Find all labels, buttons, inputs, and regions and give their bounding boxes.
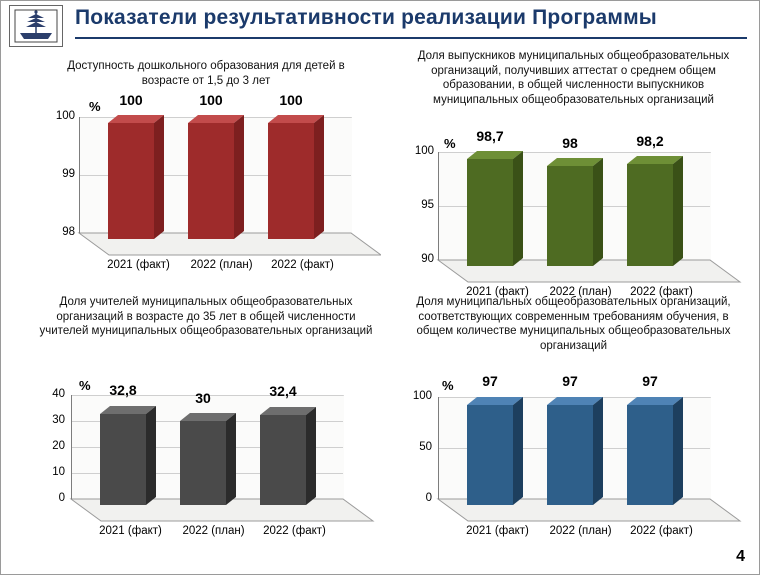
bar-series	[31, 103, 381, 283]
bar-value-label: 97	[642, 373, 658, 389]
bar-value-label: 30	[195, 390, 211, 406]
y-axis-unit: %	[444, 136, 456, 151]
x-tick-label: 2022 (план)	[190, 259, 253, 271]
x-tick-label: 2022 (план)	[549, 286, 612, 298]
chart-graduates-certificate	[396, 127, 751, 317]
chart-modern-requirements	[396, 369, 751, 559]
chart-title: Доступность дошкольного образования для детей в возрасте от 1,5 до 3 лет	[67, 60, 345, 87]
x-tick-label: 2022 (факт)	[630, 286, 693, 298]
y-tick-label: 0	[425, 492, 432, 504]
bar-value-label: 98,2	[636, 133, 664, 149]
x-tick-label: 2022 (факт)	[271, 259, 334, 271]
y-axis-unit: %	[79, 378, 91, 393]
bar-value-label: 97	[562, 373, 578, 389]
bar-value-label: 32,8	[109, 382, 137, 398]
x-tick-label: 2021 (факт)	[107, 259, 170, 271]
bar-value-label: 98	[562, 135, 578, 151]
bar-value-label: 100	[199, 92, 223, 108]
x-tick-label: 2022 (план)	[549, 525, 612, 537]
chart-title: Доля выпускников муниципальных общеобразовательных организаций, получивших аттестат о среднем общем образовании, в общей численности выпускников муниципальных общеобразовательных организаций	[417, 50, 730, 107]
y-tick-label: 40	[52, 388, 65, 400]
page-title: Показатели результативности реализации Программы	[75, 6, 657, 29]
chart-title: Доля муниципальных общеобразовательных организаций, соответствующих современным требованиям обучения, в общем количестве муниципальных общеобразовательных организаций	[416, 296, 731, 353]
chart-title: Доля учителей муниципальных общеобразовательных организаций в возрасте до 35 лет в общей численности учителей муниципальных общеобразовательных организаций	[39, 296, 373, 338]
chart-teachers-under-35	[31, 369, 381, 559]
x-tick-label: 2022 (план)	[182, 525, 245, 537]
y-tick-label: 10	[52, 466, 65, 478]
x-tick-label: 2022 (факт)	[630, 525, 693, 537]
y-tick-label: 100	[414, 145, 434, 157]
x-tick-label: 2021 (факт)	[466, 286, 529, 298]
y-tick-label: 98	[62, 226, 75, 238]
y-tick-label: 99	[62, 168, 75, 180]
title-divider	[75, 37, 747, 39]
chart-block-teachers-under-35	[31, 293, 381, 568]
y-tick-label: 95	[421, 199, 434, 211]
y-tick-label: 20	[52, 440, 65, 452]
x-tick-label: 2022 (факт)	[263, 525, 326, 537]
x-tick-label: 2021 (факт)	[466, 525, 529, 537]
chart-preschool-availability	[31, 92, 381, 283]
bar-value-label: 97	[482, 373, 498, 389]
bar-value-label: 32,4	[269, 383, 297, 399]
y-tick-label: 90	[421, 253, 434, 265]
x-tick-label: 2021 (факт)	[99, 525, 162, 537]
chart-block-graduates-certificate	[396, 47, 751, 298]
bar-value-label: 100	[279, 92, 303, 108]
coat-of-arms-icon	[9, 5, 63, 47]
y-tick-label: 100	[55, 110, 75, 122]
y-tick-label: 50	[419, 441, 432, 453]
y-tick-label: 0	[58, 492, 65, 504]
y-axis-unit: %	[89, 99, 101, 114]
y-axis-unit: %	[442, 378, 454, 393]
chart-block-preschool-availability	[31, 51, 381, 286]
slide-header	[1, 1, 760, 43]
page-number: 4	[736, 548, 745, 565]
chart-block-modern-requirements	[396, 293, 751, 568]
y-tick-label: 100	[412, 390, 432, 402]
bar-value-label: 98,7	[476, 128, 504, 144]
bar-value-label: 100	[119, 92, 143, 108]
y-tick-label: 30	[52, 414, 65, 426]
